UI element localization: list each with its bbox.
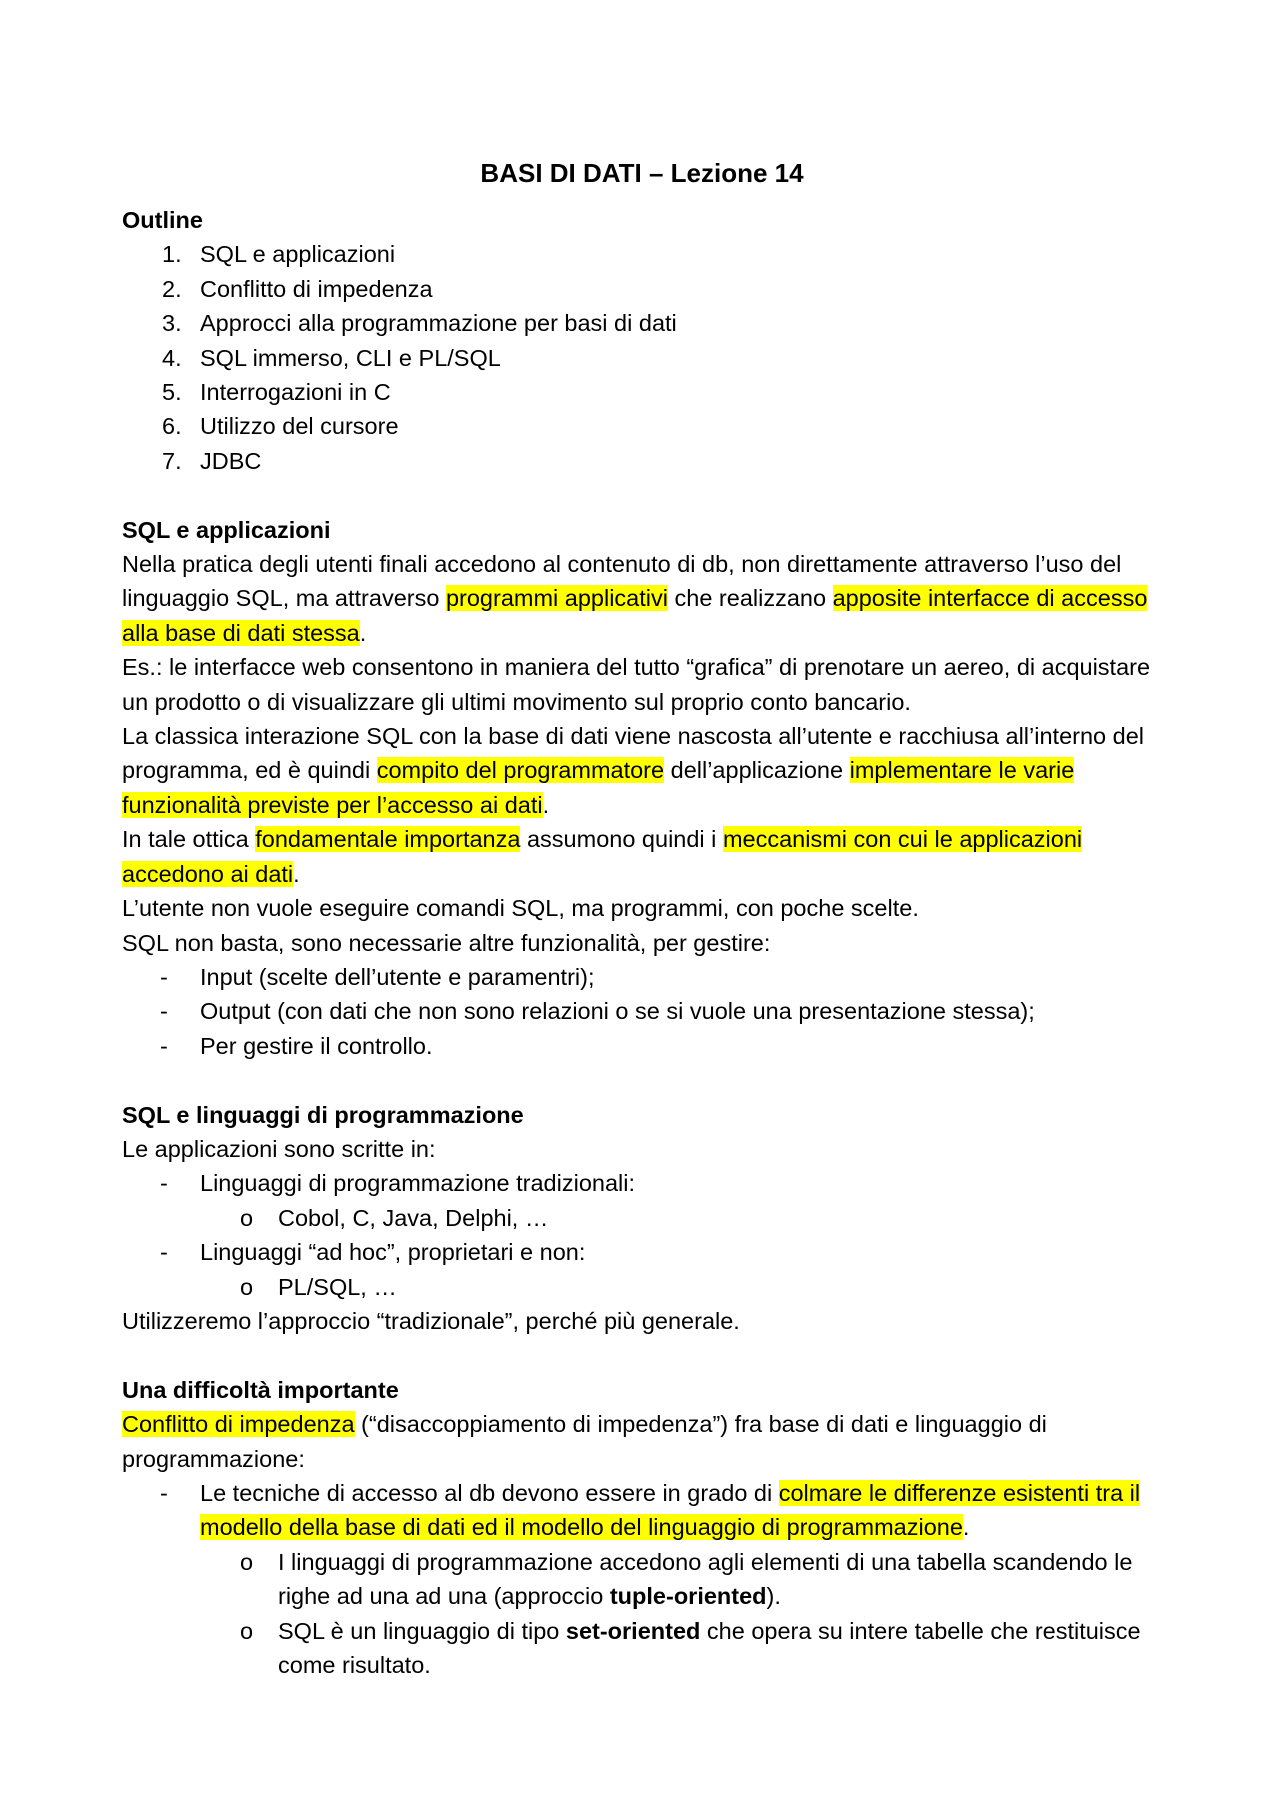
list-item bbox=[122, 994, 1162, 1028]
outline-item-text: Approcci alla programmazione per basi di dati bbox=[200, 310, 677, 337]
paragraph bbox=[122, 719, 1162, 822]
highlighted-text: implementare le varie funzionalità previste per l’accesso ai dati bbox=[122, 757, 1075, 818]
dash-marker: - bbox=[160, 1239, 168, 1266]
dash-marker: - bbox=[160, 963, 168, 990]
text-run: In tale ottica bbox=[122, 826, 256, 853]
outline-item bbox=[122, 341, 1162, 375]
list-item bbox=[122, 1166, 1162, 1200]
outline-item-text: Conflitto di impedenza bbox=[200, 275, 433, 302]
text-run: ). bbox=[766, 1583, 781, 1610]
paragraph: L’utente non vuole eseguire comandi SQL, ma programmi, con poche scelte. bbox=[122, 895, 919, 922]
paragraph bbox=[122, 822, 1162, 891]
list-item-text: Cobol, C, Java, Delphi, … bbox=[278, 1204, 549, 1231]
list-item bbox=[122, 1235, 1162, 1269]
list-number: 1. bbox=[162, 241, 182, 268]
text-run: . bbox=[542, 791, 550, 818]
outline-item bbox=[122, 237, 1162, 271]
list-item bbox=[122, 1029, 1162, 1063]
text-run: che opera su intere tabelle che restituisce come risultato. bbox=[278, 1617, 1141, 1679]
highlighted-text: apposite interfacce di accesso alla base di dati stessa bbox=[122, 585, 1148, 646]
list-number: 7. bbox=[162, 447, 182, 474]
spacer bbox=[122, 478, 1162, 512]
list-item bbox=[122, 1476, 1162, 1545]
paragraph: Utilizzeremo l’approccio “tradizionale”, perché più generale. bbox=[122, 1307, 740, 1334]
outline-item-text: Utilizzo del cursore bbox=[200, 413, 399, 440]
section-heading-difficolta: Una difficoltà importante bbox=[122, 1376, 399, 1403]
sub-list-item bbox=[122, 1201, 1162, 1235]
paragraph bbox=[122, 547, 1162, 650]
list-number: 3. bbox=[162, 310, 182, 337]
outline-item bbox=[122, 375, 1162, 409]
list-item bbox=[122, 960, 1162, 994]
sub-list-item bbox=[122, 1270, 1162, 1304]
spacer bbox=[122, 1338, 1162, 1372]
text-run: . bbox=[293, 860, 300, 887]
sub-list-item bbox=[122, 1614, 1162, 1683]
highlighted-text: compito del programmatore bbox=[376, 757, 665, 784]
outline-item bbox=[122, 409, 1162, 443]
circle-marker: o bbox=[240, 1617, 254, 1644]
bullet-list bbox=[122, 1476, 1162, 1682]
outline-item bbox=[122, 444, 1162, 478]
paragraph: Le applicazioni sono scritte in: bbox=[122, 1135, 436, 1162]
dash-marker: - bbox=[160, 1479, 168, 1506]
list-item-text: Linguaggi “ad hoc”, proprietari e non: bbox=[200, 1239, 586, 1266]
document-content bbox=[122, 155, 1162, 1682]
outline-item-text: SQL e applicazioni bbox=[200, 241, 396, 268]
sub-list-item bbox=[122, 1545, 1162, 1614]
text-run: La classica interazione SQL con la base di dati viene nascosta all’utente e racchiusa all’interno del programma, ed è quindi bbox=[122, 723, 1144, 784]
bullet-list bbox=[122, 960, 1162, 1063]
document-title: BASI DI DATI – Lezione 14 bbox=[480, 158, 804, 188]
list-item-text: Per gestire il controllo. bbox=[200, 1032, 433, 1059]
text-run: Le tecniche di accesso al db devono essere in grado di bbox=[200, 1479, 779, 1506]
highlighted-text: fondamentale importanza bbox=[255, 826, 521, 853]
circle-marker: o bbox=[240, 1204, 254, 1231]
dash-marker: - bbox=[160, 1032, 168, 1059]
highlighted-text: colmare le differenze esistenti tra il modello della base di dati ed il modello del linguaggio di programmazione bbox=[200, 1479, 1141, 1541]
bullet-list bbox=[122, 1166, 1162, 1304]
list-item-text: Output (con dati che non sono relazioni o se si vuole una presentazione stessa); bbox=[200, 998, 1035, 1025]
outline-heading: Outline bbox=[122, 207, 203, 233]
list-item-text: PL/SQL, … bbox=[278, 1273, 397, 1300]
bold-text: set-oriented bbox=[565, 1617, 701, 1644]
list-number: 2. bbox=[162, 275, 182, 302]
list-item-text: Linguaggi di programmazione tradizionali: bbox=[200, 1170, 636, 1197]
text-run: SQL è un linguaggio di tipo bbox=[278, 1617, 566, 1644]
text-run: che realizzano bbox=[667, 585, 833, 612]
outline-item bbox=[122, 306, 1162, 340]
outline-item-text: SQL immerso, CLI e PL/SQL bbox=[200, 344, 501, 371]
circle-marker: o bbox=[240, 1548, 254, 1575]
outline-item-text: JDBC bbox=[200, 447, 262, 474]
paragraph: Es.: le interfacce web consentono in maniera del tutto “grafica” di prenotare un aereo, di acquistare un prodotto o di visualizzare gli ultimi movimento sul proprio conto bancario. bbox=[122, 654, 1151, 715]
spacer bbox=[122, 1063, 1162, 1097]
outline-item-text: Interrogazioni in C bbox=[200, 379, 391, 406]
dash-marker: - bbox=[160, 1170, 168, 1197]
text-run: I linguaggi di programmazione accedono agli elementi di una tabella scandendo le righe ad una ad una (approccio bbox=[278, 1548, 1133, 1610]
paragraph: SQL non basta, sono necessarie altre funzionalità, per gestire: bbox=[122, 929, 771, 956]
highlighted-text: Conflitto di impedenza bbox=[122, 1411, 355, 1438]
list-number: 4. bbox=[162, 344, 182, 371]
text-run: assumono quindi i bbox=[520, 826, 723, 853]
text-run: . bbox=[359, 619, 367, 646]
list-number: 6. bbox=[162, 413, 182, 440]
circle-marker: o bbox=[240, 1273, 254, 1300]
text-run: . bbox=[962, 1514, 970, 1541]
outline-item bbox=[122, 272, 1162, 306]
section-heading-sql-applicazioni: SQL e applicazioni bbox=[122, 516, 331, 543]
highlighted-text: meccanismi con cui le applicazioni accedono ai dati bbox=[122, 826, 1083, 887]
highlighted-text: programmi applicativi bbox=[445, 585, 668, 612]
dash-marker: - bbox=[160, 998, 168, 1025]
section-heading-sql-linguaggi: SQL e linguaggi di programmazione bbox=[122, 1101, 524, 1128]
paragraph bbox=[122, 1407, 1162, 1476]
text-run: (“disaccoppiamento di impedenza”) fra base di dati e linguaggio di programmazione: bbox=[122, 1411, 1047, 1472]
list-number: 5. bbox=[162, 379, 182, 406]
text-run: dell’applicazione bbox=[664, 757, 850, 784]
bold-text: tuple-oriented bbox=[609, 1583, 767, 1610]
list-item-text: Input (scelte dell’utente e paramentri); bbox=[200, 963, 595, 990]
outline-list bbox=[122, 237, 1162, 478]
text-run: Nella pratica degli utenti finali accedono al contenuto di db, non direttamente attraverso l’uso del linguaggio SQL, ma attraverso bbox=[122, 551, 1122, 612]
